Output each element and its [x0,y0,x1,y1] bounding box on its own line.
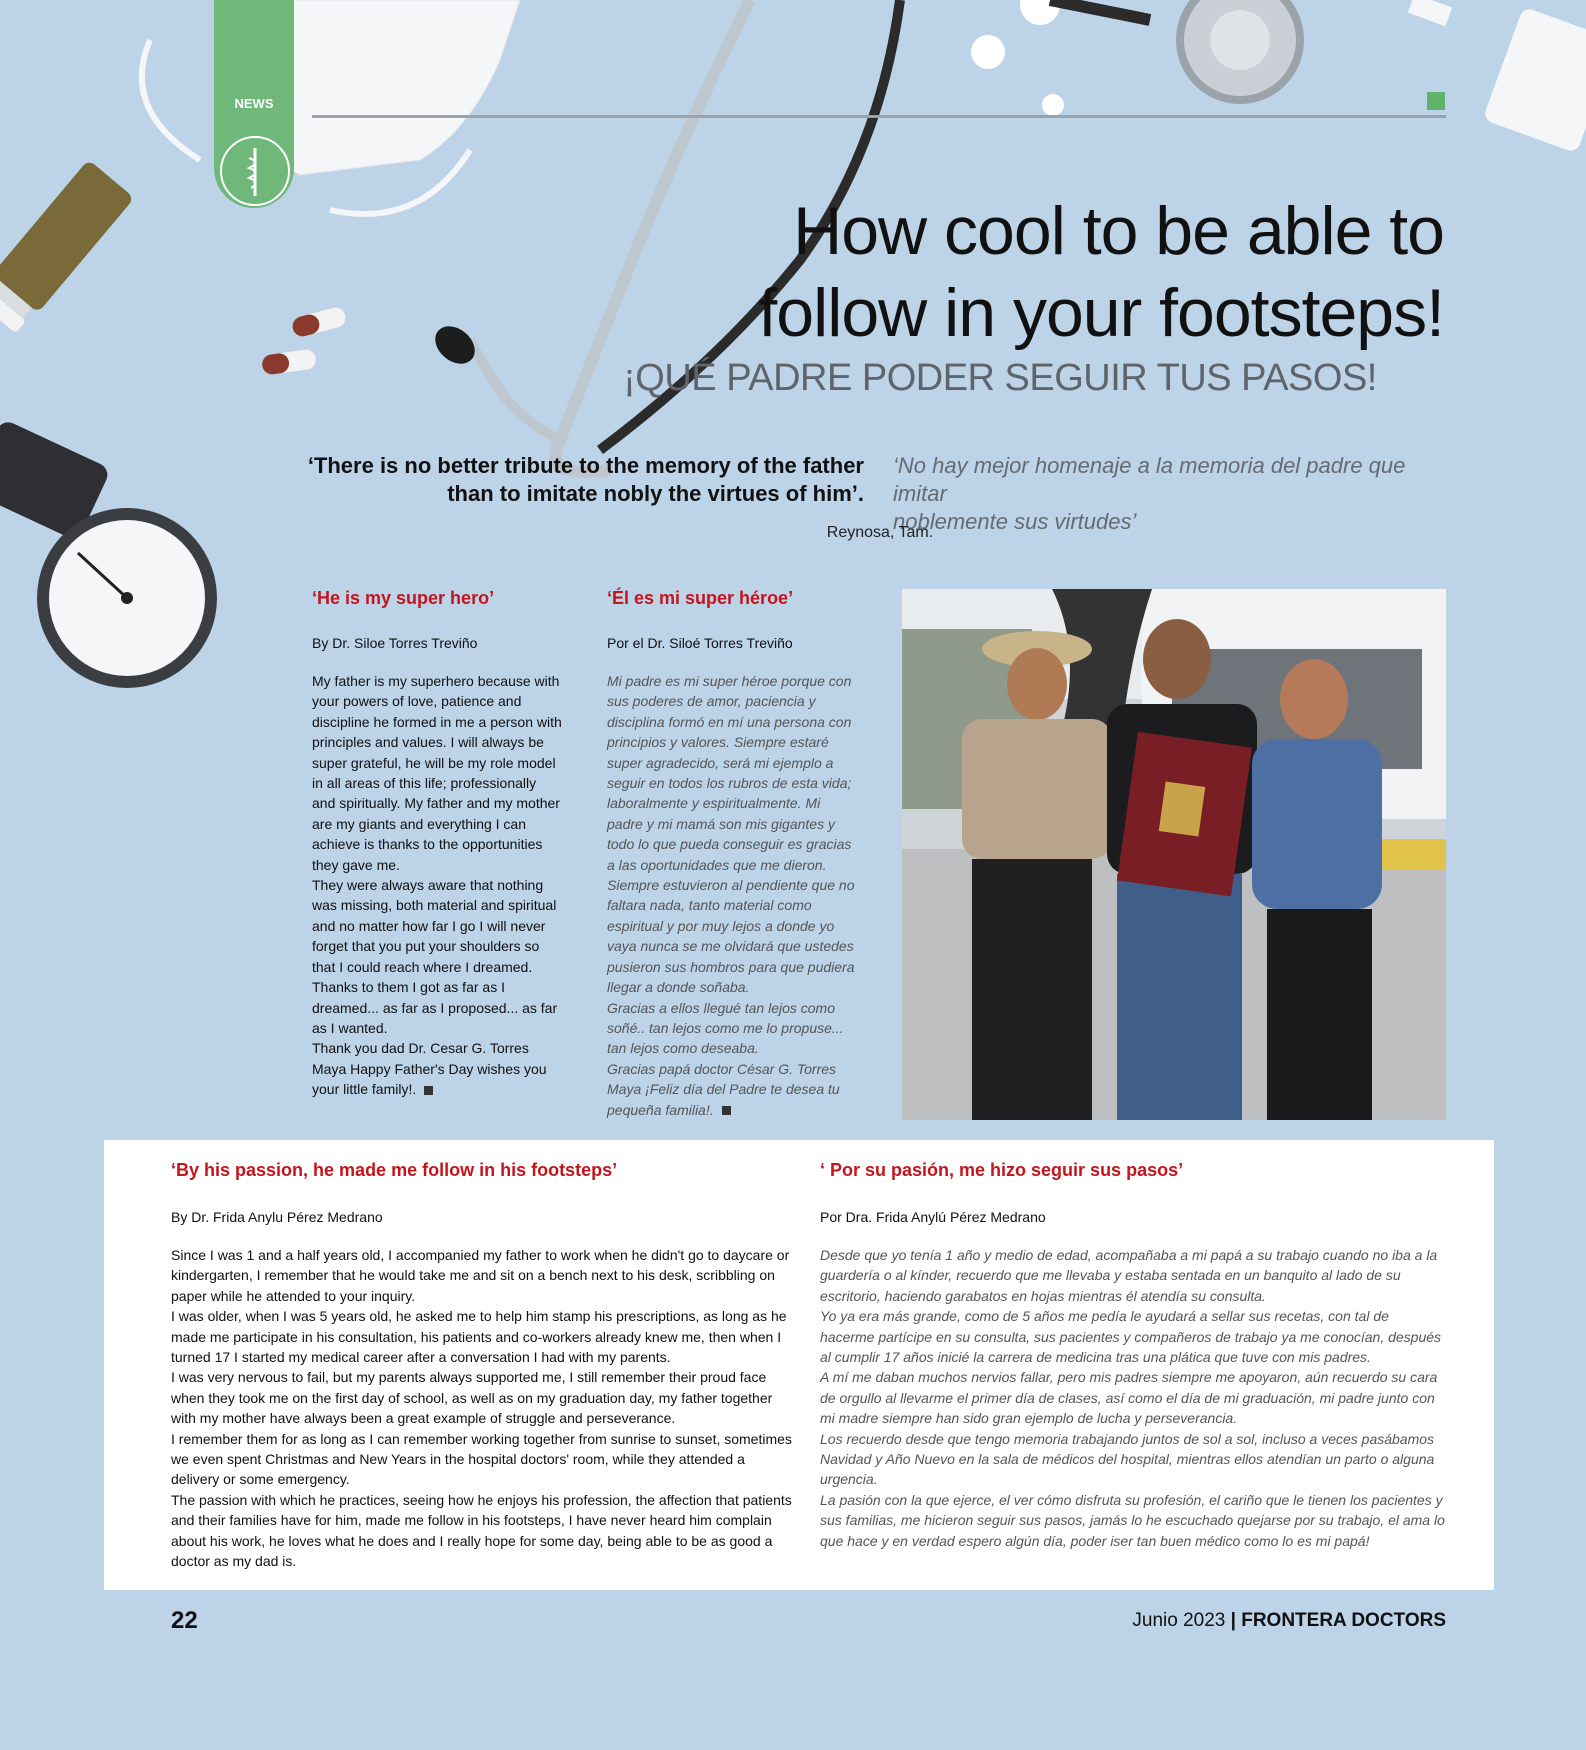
paragraph: La pasión con la que ejerce, el ver cómo disfruta su profesión, el cariño que le tienen los pacientes y sus familias, me hicieron seguir sus pasos, jamás lo he escuchado quejarse por su trabajo, el ama lo que hace y en verdad espero algún día, poder iser tan buen médico como lo es mi papá! [820,1491,1445,1549]
header-rule [312,115,1446,118]
article2-spanish-column [820,1160,1445,1551]
article1-en-body [312,671,562,1100]
article1-es-byline: Por el Dr. Siloé Torres Treviño [607,635,793,651]
article2-es-heading: ‘ Por su pasión, me hizo seguir sus pasos’ [820,1160,1184,1180]
article2-es-byline: Por Dra. Frida Anylú Pérez Medrano [820,1209,1046,1225]
paragraph: Since I was 1 and a half years old, I accompanied my father to work when he didn't go to daycare or kindergarten, I remember that he would take me and sit on a bench next to his desk, scribbling on paper while he attended to your inquiry. [171,1247,790,1304]
caduceus-icon [220,136,290,206]
paragraph: Yo ya era más grande, como de 5 años me pedía le ayudará a sellar sus recetas, con tal de hacerme partícipe en su consulta, sus pacientes y compañeros de trabajo ya me conocían, después al cumplir 17 años inicié la carrera de medicina tras una plática que tuve con mis padres. [820,1308,1442,1366]
pill-icon [1042,94,1064,116]
vial-icon [0,159,134,335]
paragraph: A mí me daban muchos nervios fallar, pero mis padres siempre me apoyaron, aún recuerdo su cara de orgullo al llevarme el primer día de clases, así como el día de mi graduación, mi padre junto con mi madre siempre han sido gran ejemplo de lucha y perseverancia. [820,1369,1438,1427]
capsule-icon [261,305,348,375]
paragraph: Mi padre es mi super héroe porque con sus poderes de amor, paciencia y disciplina formó en mí una persona con principios y valores. Siempre estaré super agradecido, será mi ejemplo a seguir en todos los rubros de esta vida; laboralmente y espiritualmente. Mi padre y mi mamá son mis gigantes y todo lo que pueda conseguir es gracias a las oportunidades que me dieron. [607,673,852,873]
paragraph: I was older, when I was 5 years old, he asked me to help him stamp his prescriptions, as long as he made me participate in his consultation, his patients and co-workers already knew me, then when I turned 17 I started my medical career after a conversation I had with my parents. [171,1308,787,1366]
paragraph: They were always aware that nothing was missing, both material and spiritual and no matter how far I go I will never forget that you put your shoulders so that I could reach where I dreamed. [312,877,557,975]
paragraph: I was very nervous to fail, but my parents always supported me, I still remember their proud face when they took me on the first day of school, as well as on my graduation day, my father together with my mother have always been a great example of struggle and perseverance. [171,1369,773,1427]
pill-icon [971,35,1005,69]
gauze-icon [1482,7,1586,154]
quote-english: ‘There is no better tribute to the memory of the father than to imitate nobly the virtues of him’. [307,453,864,506]
page-number: 22 [171,1607,198,1634]
quote-spanish: ‘No hay mejor homenaje a la memoria del padre que imitar noblemente sus virtudes’ [893,453,1406,534]
footer-masthead [1132,1610,1446,1632]
article1-en-byline: By Dr. Siloe Torres Treviño [312,635,478,651]
paragraph: The passion with which he practices, seeing how he enjoys his profession, the affection that patients and their families have for him, made me follow in his footsteps, I have never heard him complain about his work, he loves what he does and I really hope for some day, being able to be as good a doctor as my dad is. [171,1491,792,1570]
article2-en-body [171,1245,796,1572]
paragraph: I remember them for as long as I can remember working together from sunrise to sunset, sometimes we even spent Christmas and New Years in the hospital doctors' room, while they attended a delivery or some emergency. [171,1430,792,1488]
paragraph: Gracias papá doctor César G. Torres Maya ¡Feliz día del Padre te desea tu pequeña familia!. [607,1060,840,1118]
footer-separator: | [1225,1610,1242,1631]
article2-es-body [820,1245,1445,1551]
article1-es-heading: ‘Él es mi super héroe’ [607,588,794,608]
face-mask-icon [142,0,520,214]
paragraph: Siempre estuvieron al pendiente que no faltara nada, tanto material como espiritual y por muy lejos a donde yo vaya nunca se me olvidará que ustedes pusieron sus hombros para que pudiera llegar a donde soñaba. [607,877,855,996]
issue-date: Junio 2023 [1132,1610,1226,1631]
end-mark-icon [424,1086,433,1095]
paragraph: Desde que yo tenía 1 año y medio de edad, acompañaba a mi papá a su trabajo cuando no iba a la guardería o al kínder, recuerdo que me llevaba y estaba sentada en un banquito al lado de su escritorio, haciendo garabatos en hojas mientras él atendía su consulta. [820,1247,1438,1304]
article2-en-heading: ‘By his passion, he made me follow in his footsteps’ [171,1160,618,1180]
article-title: How cool to be able to follow in your footsteps! [758,193,1444,351]
paragraph: My father is my superhero because with your powers of love, patience and discipline he formed in me a person with principles and values. I will always be super grateful, he will be my role model in all areas of this life; professionally and spiritually. My father and my mother are my giants and everything I can achieve is thanks to the opportunities they gave me. [312,673,562,873]
article1-english-column [312,588,562,1100]
header-square-marker [1427,92,1445,110]
family-photo [902,589,1446,1120]
article1-es-body [607,671,859,1120]
paragraph: Los recuerdo desde que tengo memoria trabajando juntos de sol a sol, incluso a veces pasábamos Navidad y Año Nuevo en la sala de médicos del hospital, mientras ellos atendían un parto o alguna urgencia. [820,1430,1435,1488]
article2-english-column [171,1160,796,1572]
paragraph: Thank you dad Dr. Cesar G. Torres Maya Happy Father's Day wishes you your little family!. [312,1040,547,1098]
pressure-gauge-icon [0,418,217,688]
paragraph: Gracias a ellos llegué tan lejos como soñé.. tan lejos como me lo propuse... tan lejos como deseaba. [607,999,844,1057]
article1-en-heading: ‘He is my super hero’ [312,588,495,608]
end-mark-icon [722,1106,731,1115]
section-label: NEWS [234,96,274,111]
article2-en-byline: By Dr. Frida Anylu Pérez Medrano [171,1209,383,1225]
article1-spanish-column [607,588,859,1120]
article-subtitle: ¡QUÉ PADRE PODER SEGUIR TUS PASOS! [623,357,1377,399]
quote-place: Reynosa, Tam. [826,524,934,541]
paragraph: Thanks to them I got as far as I dreamed... as far as I proposed... as far as I wanted. [312,979,558,1036]
magazine-name: FRONTERA DOCTORS [1241,1610,1446,1631]
